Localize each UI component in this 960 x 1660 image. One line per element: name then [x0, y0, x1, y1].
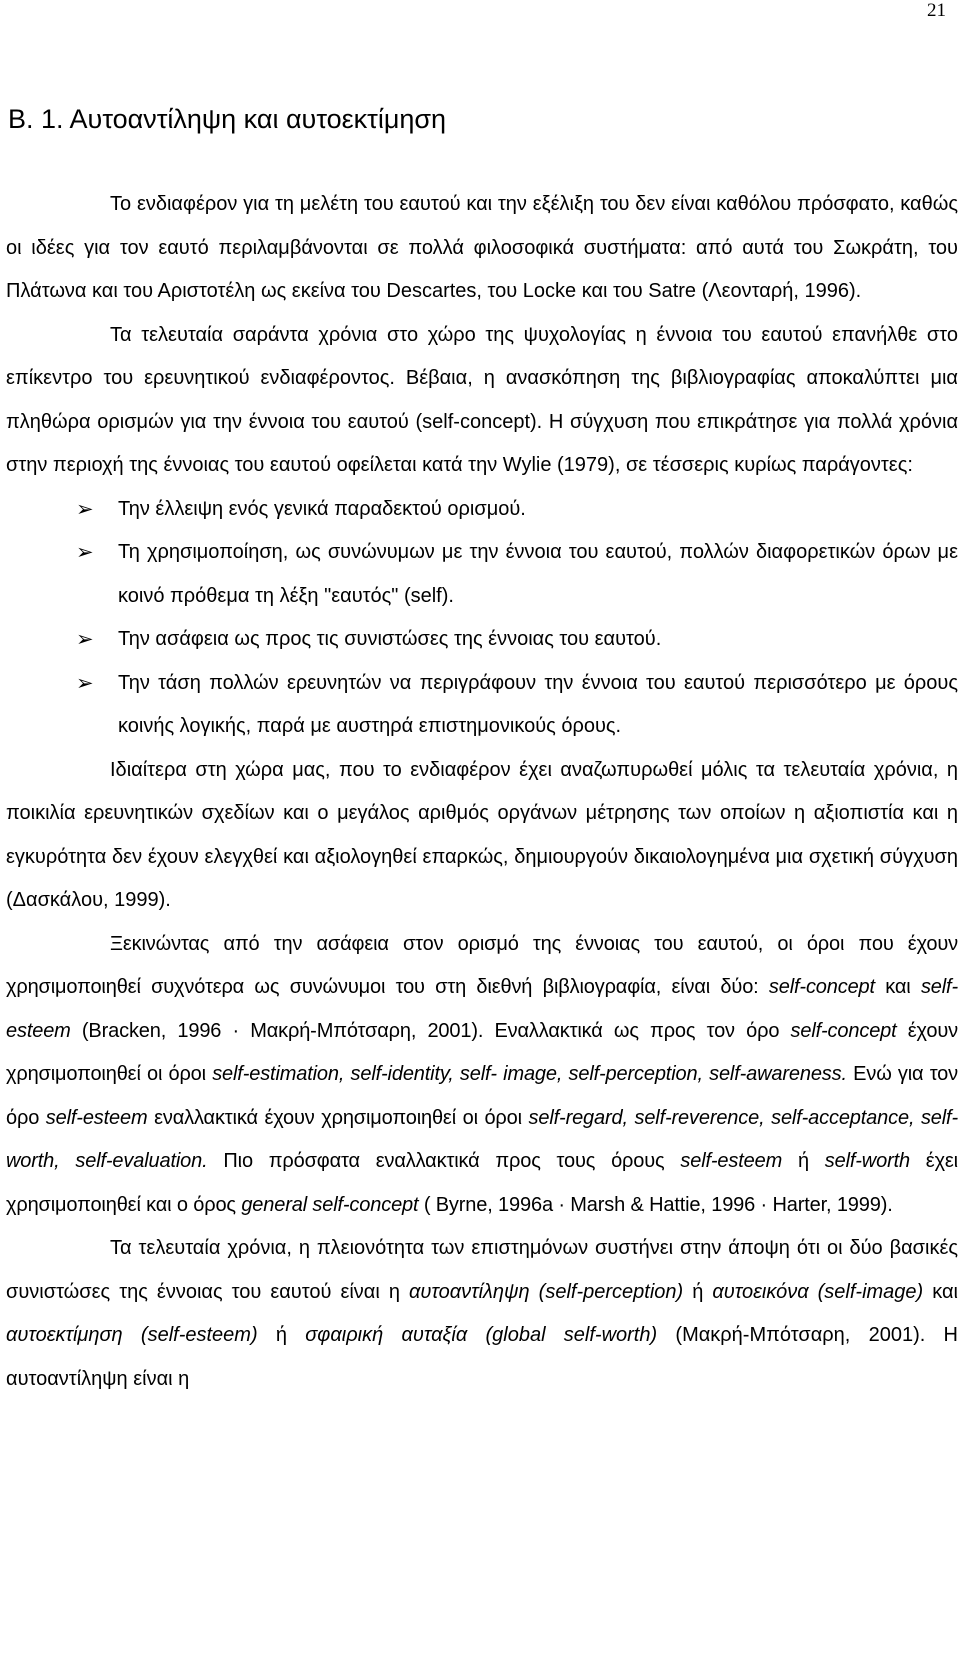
section-heading: Β. 1. Αυτοαντίληψη και αυτοεκτίμηση: [8, 104, 447, 134]
paragraph-4-text: και: [874, 976, 921, 998]
paragraph-4-text: (Bracken, 1996 · Μακρή-Μπότσαρη, 2001). Εναλλακτικά ως προς τον όρο: [70, 1019, 791, 1042]
term-self-image: αυτοεικόνα (self-image): [712, 1280, 924, 1303]
paragraph-5: [6, 1227, 958, 1401]
list-item-text: Την έλλειψη ενός γενικά παραδεκτού ορισμού.: [118, 497, 526, 520]
paragraph-1: Το ενδιαφέρον για τη μελέτη του εαυτού και την εξέλιξη του δεν είναι καθόλου πρόσφατο, καθώς οι ιδέες για τον εαυτό περιλαμβάνονται σε πολλά φιλοσοφικά συστήματα: από αυτά του Σωκράτη, του Πλάτωνα και του Αριστοτέλη ως εκείνα του Descartes, του Locke και του Satre (Λεονταρή, 1996).: [6, 193, 958, 302]
term-self-perception: αυτοαντίληψη (self-perception): [408, 1280, 684, 1303]
arrow-bullet-icon: ➢: [76, 540, 94, 564]
paragraph-5-text: ή: [683, 1280, 713, 1303]
paragraph-4-text: έχει χρησιμοποιηθεί και ο όρος: [6, 1150, 958, 1216]
page-number: 21: [927, 0, 946, 21]
list-item: [6, 488, 958, 532]
term-general-self-concept: general self-concept: [241, 1193, 419, 1216]
term-self-concept: self-concept: [790, 1019, 897, 1042]
paragraph-5-text: Τα τελευταία χρόνια, η πλειονότητα των επιστημόνων συστήνει στην άποψη ότι οι δύο βασικές συνιστώσες της έννοιας του εαυτού είναι η: [6, 1237, 958, 1303]
terms-self-concept-alternatives: self-estimation, self-identity, self- image, self-perception, self-awareness.: [212, 1063, 847, 1085]
list-item-text: Την ασάφεια ως προς τις συνιστώσες της έννοιας του εαυτού.: [118, 628, 662, 650]
paragraph-5-text: (Μακρή-Μπότσαρη, 2001). Η αυτοαντίληψη είναι η: [6, 1324, 958, 1390]
arrow-bullet-icon: ➢: [76, 670, 94, 695]
paragraph-5-text: ή: [257, 1324, 306, 1346]
paragraph-4: [6, 923, 958, 1228]
term-self-esteem: self-esteem: [680, 1150, 783, 1172]
term-global-self-worth: σφαιρική αυταξία (global self-worth): [305, 1324, 658, 1346]
term-self-worth: self-worth: [824, 1150, 910, 1172]
factor-list: [6, 488, 958, 749]
paragraph-4-text: Πιο πρόσφατα εναλλακτικά προς τους όρους: [207, 1150, 681, 1172]
paragraph-4-text: ( Byrne, 1996a · Marsh & Hattie, 1996 · Harter, 1999).: [418, 1193, 893, 1216]
list-item: [6, 531, 958, 618]
document-body: [6, 183, 958, 1401]
paragraph-4-text: Ξεκινώντας από την ασάφεια στον ορισμό της έννοιας του εαυτού, οι όροι που έχουν χρησιμοποιηθεί συχνότερα ως συνώνυμοι του στη διεθνή βιβλιογραφία, είναι δύο:: [6, 932, 958, 998]
terms-self-esteem-alternatives: self-regard, self-reverence, self-acceptance, self-worth, self-evaluation.: [6, 1106, 958, 1172]
term-self-esteem: self-esteem: [45, 1106, 148, 1129]
paragraph-4-text: εναλλακτικά έχουν χρησιμοποιηθεί οι όροι: [147, 1106, 529, 1129]
list-item-text: Τη χρησιμοποίηση, ως συνώνυμων με την έννοια του εαυτού, πολλών διαφορετικών όρων με κοινό πρόθεμα τη λέξη "εαυτός" (self).: [118, 541, 958, 607]
term-self-esteem-greek: αυτοεκτίμηση (self-esteem): [6, 1324, 258, 1346]
paragraph-4-text: ή: [782, 1150, 825, 1172]
paragraph-2: Τα τελευταία σαράντα χρόνια στο χώρο της ψυχολογίας η έννοια του εαυτού επανήλθε στο επίκεντρο του ερευνητικού ενδιαφέροντος. Βέβαια, η ανασκόπηση της βιβλιογραφίας αποκαλύπτει μια πληθώρα ορισμών για την έννοια του εαυτού (self-concept). Η σύγχυση που επικράτησε για πολλά χρόνια στην περιοχή της έννοιας του εαυτού οφείλεται κατά την Wylie (1979), σε τέσσερις κυρίως παράγοντες:: [6, 323, 958, 476]
list-item: [6, 618, 958, 662]
list-item: [6, 662, 958, 749]
paragraph-3: Ιδιαίτερα στη χώρα μας, που το ενδιαφέρον έχει αναζωπυρωθεί μόλις τα τελευταία χρόνια, η ποικιλία ερευνητικών σχεδίων και ο μεγάλος αριθμός οργάνων μέτρησης των οποίων η αξιοπιστία και η εγκυρότητα δεν έχουν ελεγχθεί και αξιολογηθεί επαρκώς, δημιουργούν δικαιολογημένα μια σχετική σύγχυση (Δασκάλου, 1999).: [6, 758, 958, 911]
term-self-concept: self-concept: [768, 976, 875, 998]
paragraph-5-text: και: [923, 1280, 958, 1303]
list-item-text: Την τάση πολλών ερευνητών να περιγράφουν την έννοια του εαυτού περισσότερο με όρους κοινής λογικής, παρά με αυστηρά επιστημονικούς όρους.: [118, 671, 958, 737]
arrow-bullet-icon: ➢: [76, 496, 94, 521]
paragraph-4-text: Ενώ για τον όρο: [6, 1063, 958, 1129]
term-self-esteem: self-esteem: [6, 976, 958, 1042]
arrow-bullet-icon: ➢: [76, 627, 94, 651]
paragraph-4-text: έχουν χρησιμοποιηθεί οι όροι: [6, 1019, 958, 1085]
